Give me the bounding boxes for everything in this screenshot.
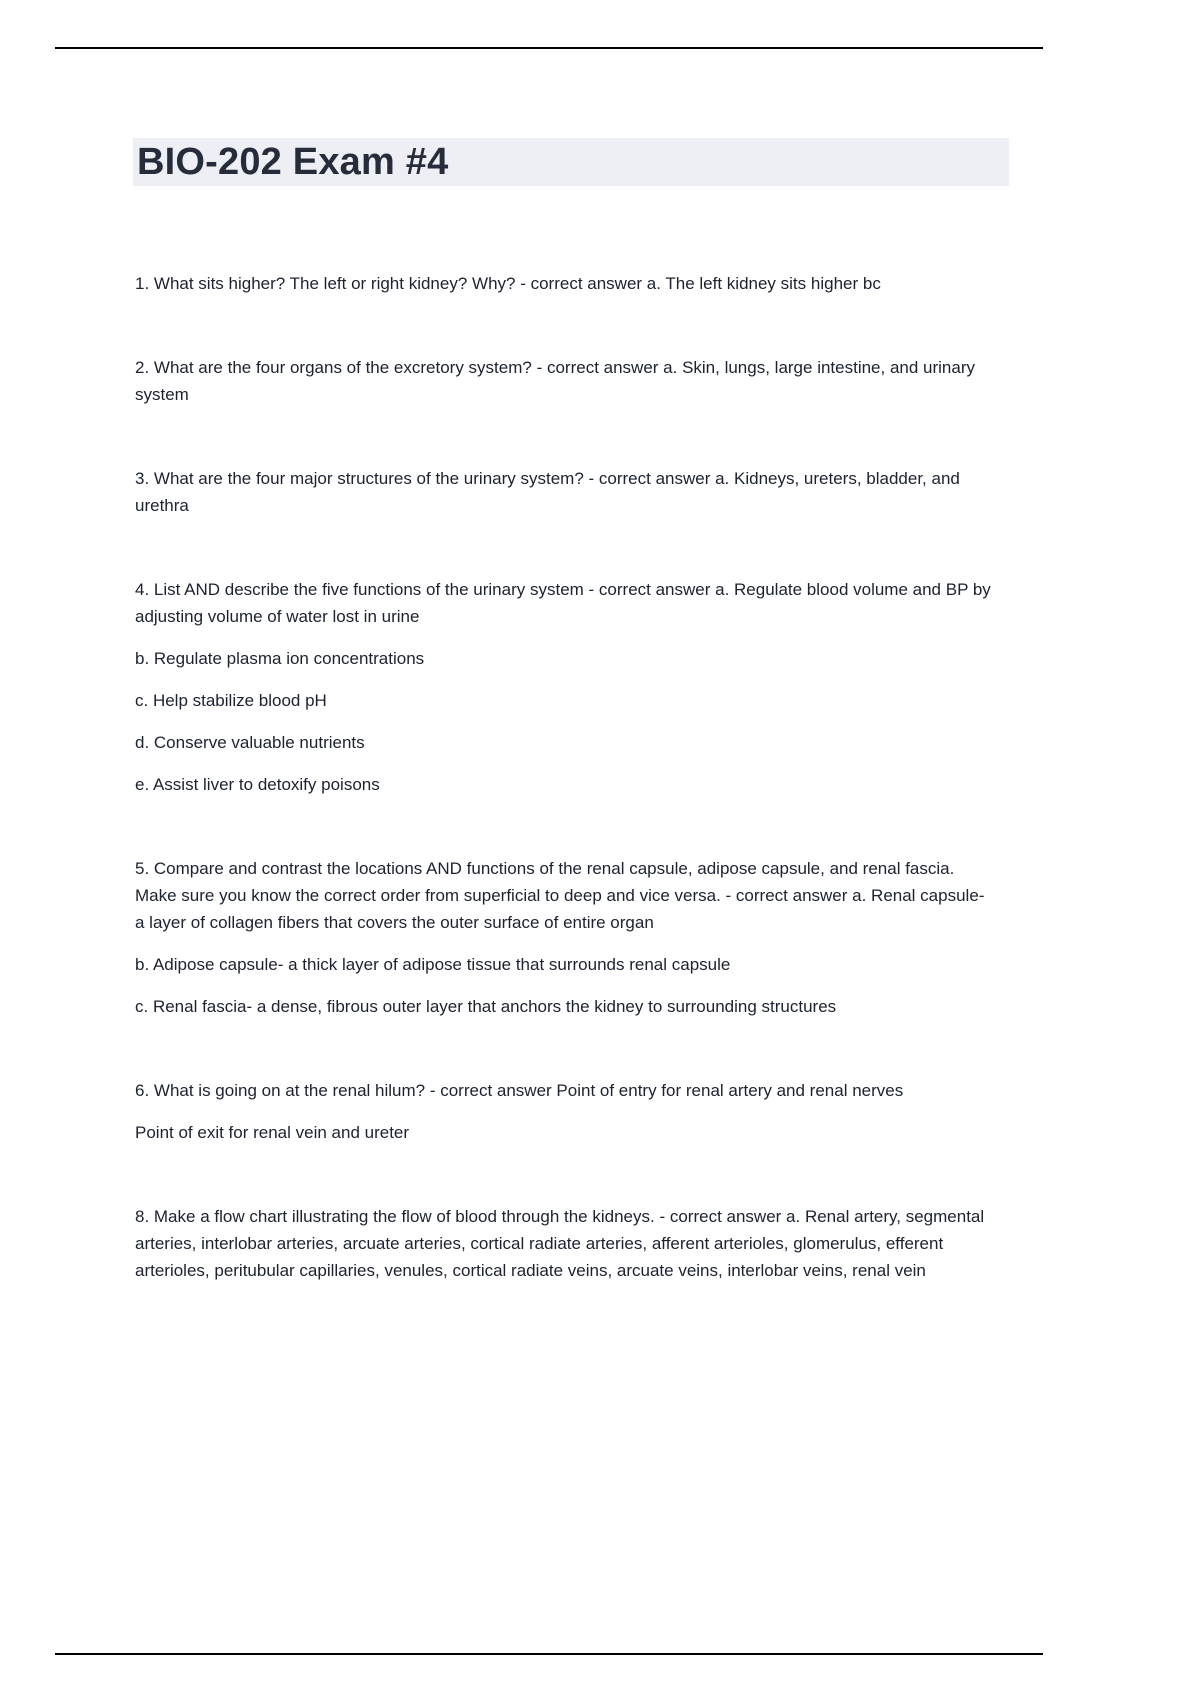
question-paragraph: 6. What is going on at the renal hilum? - correct answer Point of entry for renal artery and renal nerves xyxy=(135,1081,904,1100)
answer-item: e. Assist liver to detoxify poisons xyxy=(135,775,380,794)
answer-item: c. Help stabilize blood pH xyxy=(135,691,327,710)
bottom-rule xyxy=(55,1653,1043,1655)
question-block-6 xyxy=(135,1077,995,1146)
top-rule xyxy=(55,47,1043,49)
question-block-3 xyxy=(135,465,995,519)
question-block-5 xyxy=(135,855,995,1020)
question-block-4 xyxy=(135,576,995,798)
question-paragraph: 3. What are the four major structures of the urinary system? - correct answer a. Kidneys, ureters, bladder, and urethra xyxy=(135,469,960,515)
answer-item: Point of exit for renal vein and ureter xyxy=(135,1123,410,1142)
question-paragraph: 4. List AND describe the five functions of the urinary system - correct answer a. Regulate blood volume and BP by adjusting volume of water lost in urine xyxy=(135,580,991,626)
document-content xyxy=(135,270,995,1341)
question-block-1 xyxy=(135,270,995,297)
answer-item: c. Renal fascia- a dense, fibrous outer layer that anchors the kidney to surrounding structures xyxy=(135,997,837,1016)
question-block-8 xyxy=(135,1203,995,1284)
answer-item: b. Adipose capsule- a thick layer of adipose tissue that surrounds renal capsule xyxy=(135,955,731,974)
question-paragraph: 1. What sits higher? The left or right kidney? Why? - correct answer a. The left kidney sits higher bc xyxy=(135,274,881,293)
question-paragraph: 5. Compare and contrast the locations AND functions of the renal capsule, adipose capsule, and renal fascia. Make sure you know the correct order from superficial to deep and vice versa. - correct answer a. Renal capsule- a layer of collagen fibers that covers the outer surface of entire organ xyxy=(135,859,985,932)
page-title: BIO-202 Exam #4 xyxy=(133,138,1009,186)
question-paragraph: 8. Make a flow chart illustrating the flow of blood through the kidneys. - correct answer a. Renal artery, segmental arteries, interlobar arteries, arcuate arteries, cortical radiate arteries, afferent arterioles, glomerulus, efferent arterioles, peritubular capillaries, venules, cortical radiate veins, arcuate veins, interlobar veins, renal vein xyxy=(135,1207,985,1280)
answer-item: b. Regulate plasma ion concentrations xyxy=(135,649,425,668)
question-paragraph: 2. What are the four organs of the excretory system? - correct answer a. Skin, lungs, large intestine, and urinary system xyxy=(135,358,976,404)
answer-item: d. Conserve valuable nutrients xyxy=(135,733,365,752)
question-block-2 xyxy=(135,354,995,408)
